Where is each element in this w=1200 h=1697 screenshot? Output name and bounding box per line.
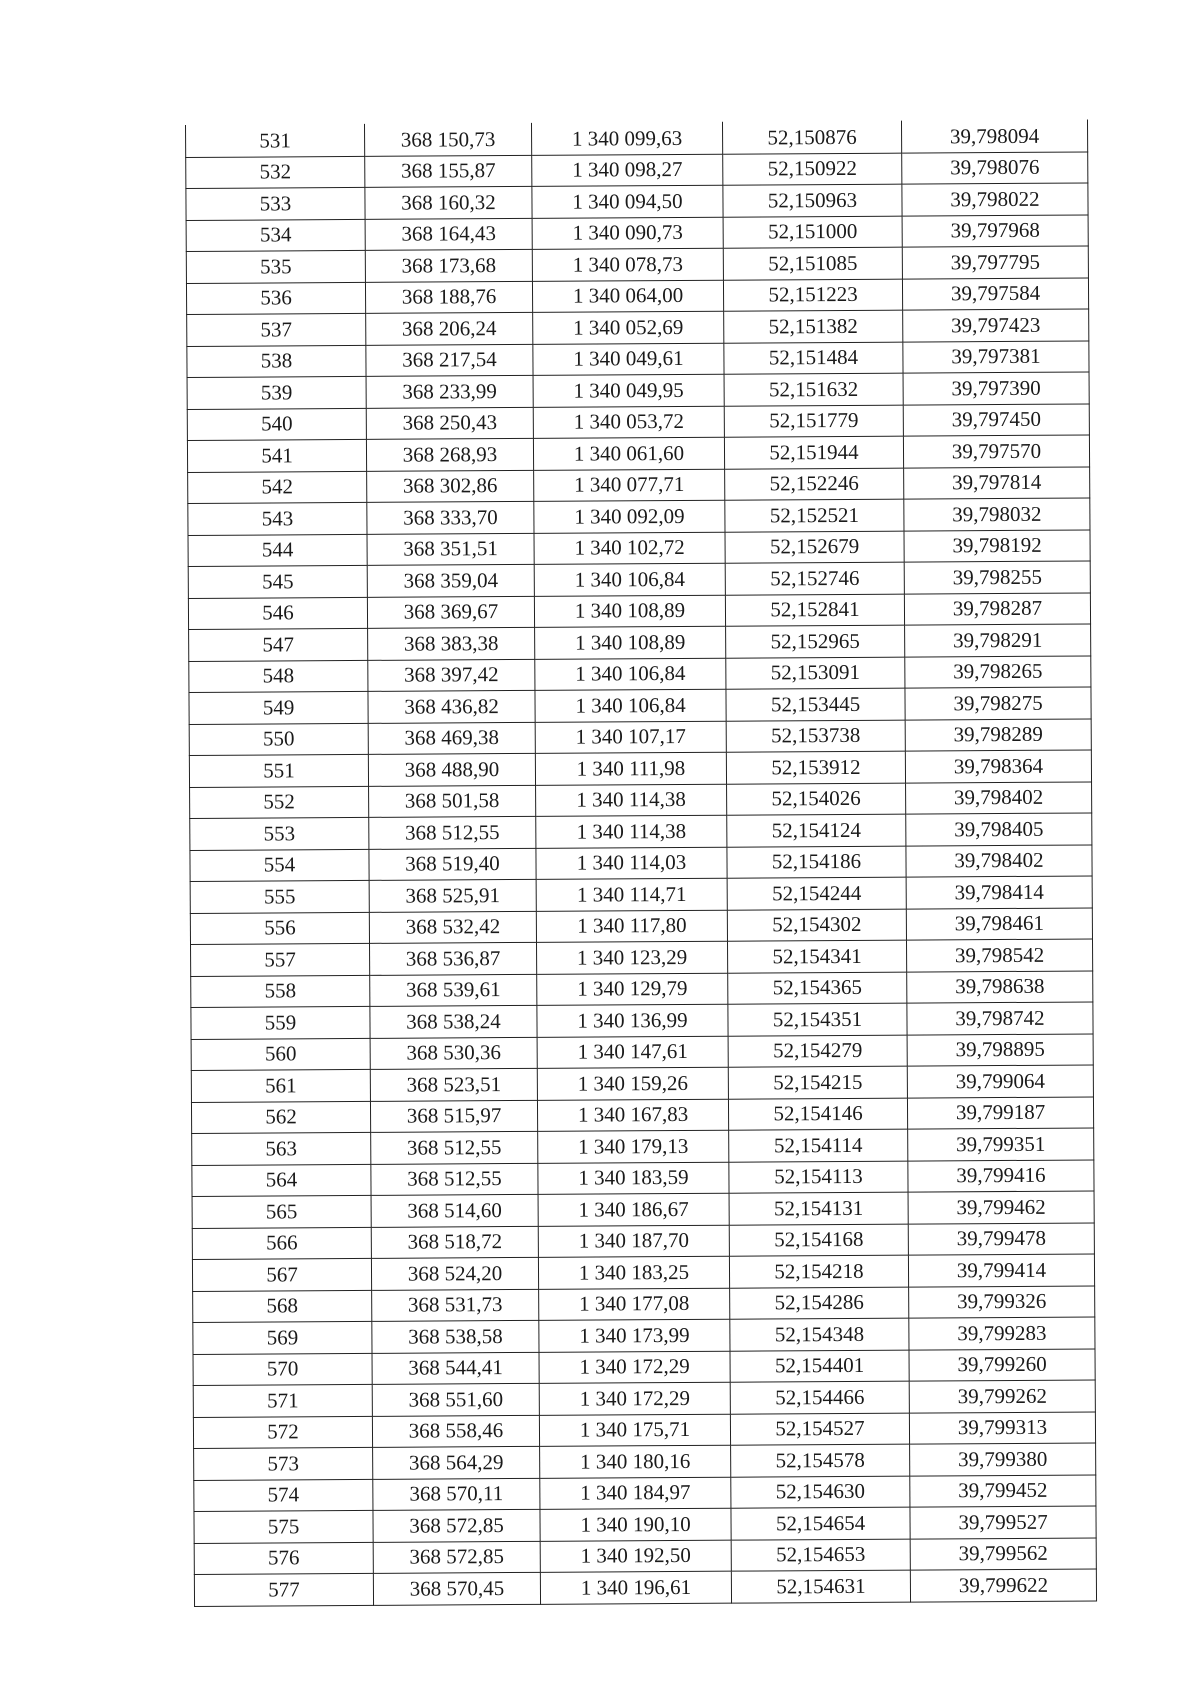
longitude-cell: 39,799416 bbox=[908, 1159, 1094, 1192]
longitude-cell: 39,798289 bbox=[905, 718, 1091, 751]
latitude-cell: 52,153091 bbox=[726, 657, 905, 690]
x-coordinate-cell: 368 164,43 bbox=[365, 218, 532, 251]
x-coordinate-cell: 368 383,38 bbox=[368, 627, 535, 660]
x-coordinate-cell: 368 488,90 bbox=[368, 753, 535, 786]
x-coordinate-cell: 368 397,42 bbox=[368, 659, 535, 692]
latitude-cell: 52,154215 bbox=[728, 1066, 907, 1099]
point-number-cell: 553 bbox=[190, 817, 369, 850]
point-number-cell: 552 bbox=[190, 786, 369, 819]
longitude-cell: 39,799260 bbox=[909, 1348, 1095, 1381]
point-number-cell: 554 bbox=[190, 849, 369, 882]
y-coordinate-cell: 1 340 114,03 bbox=[536, 847, 727, 880]
point-number-cell: 541 bbox=[187, 439, 366, 472]
longitude-cell: 39,799527 bbox=[910, 1506, 1096, 1539]
longitude-cell: 39,798895 bbox=[907, 1033, 1093, 1066]
x-coordinate-cell: 368 518,72 bbox=[371, 1226, 538, 1259]
y-coordinate-cell: 1 340 098,27 bbox=[532, 154, 723, 187]
y-coordinate-cell: 1 340 187,70 bbox=[538, 1225, 729, 1258]
y-coordinate-cell: 1 340 180,16 bbox=[540, 1445, 731, 1478]
latitude-cell: 52,154351 bbox=[728, 1003, 907, 1036]
point-number-cell: 532 bbox=[186, 156, 365, 189]
longitude-cell: 39,799313 bbox=[909, 1411, 1095, 1444]
latitude-cell: 52,154286 bbox=[730, 1287, 909, 1320]
x-coordinate-cell: 368 512,55 bbox=[371, 1163, 538, 1196]
longitude-cell: 39,798192 bbox=[904, 529, 1090, 562]
latitude-cell: 52,153445 bbox=[726, 688, 905, 721]
y-coordinate-cell: 1 340 192,50 bbox=[540, 1540, 731, 1573]
point-number-cell: 558 bbox=[191, 975, 370, 1008]
point-number-cell: 577 bbox=[194, 1573, 373, 1606]
x-coordinate-cell: 368 572,85 bbox=[373, 1509, 540, 1542]
longitude-cell: 39,798022 bbox=[902, 183, 1088, 216]
y-coordinate-cell: 1 340 159,26 bbox=[537, 1067, 728, 1100]
longitude-cell: 39,799187 bbox=[907, 1096, 1093, 1129]
point-number-cell: 555 bbox=[190, 880, 369, 913]
x-coordinate-cell: 368 524,20 bbox=[371, 1257, 538, 1290]
latitude-cell: 52,152965 bbox=[726, 625, 905, 658]
longitude-cell: 39,797390 bbox=[903, 372, 1089, 405]
x-coordinate-cell: 368 501,58 bbox=[369, 785, 536, 818]
y-coordinate-cell: 1 340 183,59 bbox=[538, 1162, 729, 1195]
point-number-cell: 568 bbox=[193, 1290, 372, 1323]
latitude-cell: 52,154131 bbox=[729, 1192, 908, 1225]
longitude-cell: 39,798287 bbox=[904, 592, 1090, 625]
latitude-cell: 52,154113 bbox=[729, 1161, 908, 1194]
longitude-cell: 39,797423 bbox=[903, 309, 1089, 342]
point-number-cell: 576 bbox=[194, 1542, 373, 1575]
x-coordinate-cell: 368 539,61 bbox=[370, 974, 537, 1007]
y-coordinate-cell: 1 340 049,95 bbox=[533, 374, 724, 407]
y-coordinate-cell: 1 340 184,97 bbox=[540, 1477, 731, 1510]
point-number-cell: 559 bbox=[191, 1006, 370, 1039]
y-coordinate-cell: 1 340 167,83 bbox=[537, 1099, 728, 1132]
longitude-cell: 39,798742 bbox=[907, 1002, 1093, 1035]
y-coordinate-cell: 1 340 172,29 bbox=[539, 1351, 730, 1384]
y-coordinate-cell: 1 340 099,63 bbox=[531, 122, 722, 155]
y-coordinate-cell: 1 340 107,17 bbox=[535, 721, 726, 754]
latitude-cell: 52,151632 bbox=[724, 373, 903, 406]
x-coordinate-cell: 368 514,60 bbox=[371, 1194, 538, 1227]
latitude-cell: 52,154348 bbox=[730, 1318, 909, 1351]
point-number-cell: 563 bbox=[192, 1132, 371, 1165]
latitude-cell: 52,150963 bbox=[723, 184, 902, 217]
latitude-cell: 52,154654 bbox=[731, 1507, 910, 1540]
longitude-cell: 39,799452 bbox=[910, 1474, 1096, 1507]
point-number-cell: 570 bbox=[193, 1353, 372, 1386]
point-number-cell: 556 bbox=[190, 912, 369, 945]
latitude-cell: 52,151085 bbox=[723, 247, 902, 280]
latitude-cell: 52,154578 bbox=[731, 1444, 910, 1477]
longitude-cell: 39,797795 bbox=[902, 246, 1088, 279]
point-number-cell: 544 bbox=[188, 534, 367, 567]
latitude-cell: 52,151779 bbox=[724, 405, 903, 438]
latitude-cell: 52,154365 bbox=[728, 972, 907, 1005]
point-number-cell: 533 bbox=[186, 187, 365, 220]
longitude-cell: 39,799326 bbox=[909, 1285, 1095, 1318]
y-coordinate-cell: 1 340 106,84 bbox=[535, 658, 726, 691]
x-coordinate-cell: 368 544,41 bbox=[372, 1352, 539, 1385]
point-number-cell: 549 bbox=[189, 691, 368, 724]
y-coordinate-cell: 1 340 190,10 bbox=[540, 1508, 731, 1541]
longitude-cell: 39,798265 bbox=[905, 655, 1091, 688]
y-coordinate-cell: 1 340 077,71 bbox=[534, 469, 725, 502]
longitude-cell: 39,798542 bbox=[906, 939, 1092, 972]
latitude-cell: 52,154630 bbox=[731, 1476, 910, 1509]
latitude-cell: 52,154168 bbox=[729, 1224, 908, 1257]
point-number-cell: 535 bbox=[186, 250, 365, 283]
latitude-cell: 52,154026 bbox=[727, 783, 906, 816]
latitude-cell: 52,154279 bbox=[728, 1035, 907, 1068]
x-coordinate-cell: 368 523,51 bbox=[370, 1068, 537, 1101]
latitude-cell: 52,154631 bbox=[731, 1570, 910, 1603]
x-coordinate-cell: 368 570,45 bbox=[373, 1572, 540, 1605]
y-coordinate-cell: 1 340 111,98 bbox=[535, 752, 726, 785]
point-number-cell: 547 bbox=[189, 628, 368, 661]
longitude-cell: 39,797968 bbox=[902, 214, 1088, 247]
y-coordinate-cell: 1 340 196,61 bbox=[540, 1571, 731, 1604]
x-coordinate-cell: 368 436,82 bbox=[368, 690, 535, 723]
x-coordinate-cell: 368 351,51 bbox=[367, 533, 534, 566]
latitude-cell: 52,151223 bbox=[723, 279, 902, 312]
point-number-cell: 551 bbox=[189, 754, 368, 787]
longitude-cell: 39,797381 bbox=[903, 340, 1089, 373]
longitude-cell: 39,799064 bbox=[907, 1065, 1093, 1098]
longitude-cell: 39,798291 bbox=[905, 624, 1091, 657]
coordinates-table-body bbox=[186, 120, 1097, 1606]
x-coordinate-cell: 368 369,67 bbox=[367, 596, 534, 629]
y-coordinate-cell: 1 340 102,72 bbox=[534, 532, 725, 565]
y-coordinate-cell: 1 340 186,67 bbox=[538, 1193, 729, 1226]
longitude-cell: 39,799622 bbox=[910, 1569, 1096, 1602]
x-coordinate-cell: 368 160,32 bbox=[365, 186, 532, 219]
longitude-cell: 39,797450 bbox=[903, 403, 1089, 436]
point-number-cell: 571 bbox=[193, 1384, 372, 1417]
point-number-cell: 539 bbox=[187, 376, 366, 409]
x-coordinate-cell: 368 512,55 bbox=[369, 816, 536, 849]
point-number-cell: 542 bbox=[188, 471, 367, 504]
point-number-cell: 565 bbox=[192, 1195, 371, 1228]
y-coordinate-cell: 1 340 179,13 bbox=[538, 1130, 729, 1163]
y-coordinate-cell: 1 340 175,71 bbox=[539, 1414, 730, 1447]
longitude-cell: 39,799562 bbox=[910, 1537, 1096, 1570]
longitude-cell: 39,799380 bbox=[910, 1443, 1096, 1476]
y-coordinate-cell: 1 340 106,84 bbox=[535, 689, 726, 722]
point-number-cell: 537 bbox=[187, 313, 366, 346]
latitude-cell: 52,152246 bbox=[725, 468, 904, 501]
latitude-cell: 52,151944 bbox=[724, 436, 903, 469]
x-coordinate-cell: 368 536,87 bbox=[370, 942, 537, 975]
coordinates-table bbox=[185, 119, 1097, 1606]
x-coordinate-cell: 368 359,04 bbox=[367, 564, 534, 597]
x-coordinate-cell: 368 530,36 bbox=[370, 1037, 537, 1070]
table-row bbox=[194, 1569, 1096, 1606]
longitude-cell: 39,798402 bbox=[906, 781, 1092, 814]
y-coordinate-cell: 1 340 129,79 bbox=[537, 973, 728, 1006]
point-number-cell: 575 bbox=[194, 1510, 373, 1543]
y-coordinate-cell: 1 340 136,99 bbox=[537, 1004, 728, 1037]
x-coordinate-cell: 368 206,24 bbox=[366, 312, 533, 345]
x-coordinate-cell: 368 572,85 bbox=[373, 1541, 540, 1574]
longitude-cell: 39,799462 bbox=[908, 1191, 1094, 1224]
y-coordinate-cell: 1 340 090,73 bbox=[532, 217, 723, 250]
latitude-cell: 52,152679 bbox=[725, 531, 904, 564]
latitude-cell: 52,154341 bbox=[727, 940, 906, 973]
point-number-cell: 546 bbox=[188, 597, 367, 630]
y-coordinate-cell: 1 340 117,80 bbox=[536, 910, 727, 943]
latitude-cell: 52,154302 bbox=[727, 909, 906, 942]
point-number-cell: 573 bbox=[194, 1447, 373, 1480]
x-coordinate-cell: 368 531,73 bbox=[372, 1289, 539, 1322]
y-coordinate-cell: 1 340 177,08 bbox=[539, 1288, 730, 1321]
longitude-cell: 39,799414 bbox=[908, 1254, 1094, 1287]
longitude-cell: 39,797584 bbox=[902, 277, 1088, 310]
latitude-cell: 52,152521 bbox=[725, 499, 904, 532]
y-coordinate-cell: 1 340 114,38 bbox=[536, 815, 727, 848]
y-coordinate-cell: 1 340 172,29 bbox=[539, 1382, 730, 1415]
point-number-cell: 567 bbox=[192, 1258, 371, 1291]
longitude-cell: 39,798032 bbox=[904, 498, 1090, 531]
y-coordinate-cell: 1 340 183,25 bbox=[538, 1256, 729, 1289]
point-number-cell: 566 bbox=[192, 1227, 371, 1260]
y-coordinate-cell: 1 340 094,50 bbox=[532, 185, 723, 218]
y-coordinate-cell: 1 340 064,00 bbox=[532, 280, 723, 313]
point-number-cell: 557 bbox=[191, 943, 370, 976]
x-coordinate-cell: 368 233,99 bbox=[366, 375, 533, 408]
point-number-cell: 574 bbox=[194, 1479, 373, 1512]
y-coordinate-cell: 1 340 173,99 bbox=[539, 1319, 730, 1352]
x-coordinate-cell: 368 250,43 bbox=[366, 407, 533, 440]
point-number-cell: 531 bbox=[186, 124, 365, 157]
latitude-cell: 52,154527 bbox=[730, 1413, 909, 1446]
point-number-cell: 545 bbox=[188, 565, 367, 598]
x-coordinate-cell: 368 564,29 bbox=[373, 1446, 540, 1479]
x-coordinate-cell: 368 333,70 bbox=[367, 501, 534, 534]
y-coordinate-cell: 1 340 092,09 bbox=[534, 500, 725, 533]
latitude-cell: 52,151484 bbox=[724, 342, 903, 375]
longitude-cell: 39,799478 bbox=[908, 1222, 1094, 1255]
longitude-cell: 39,798076 bbox=[902, 151, 1088, 184]
y-coordinate-cell: 1 340 123,29 bbox=[536, 941, 727, 974]
latitude-cell: 52,154244 bbox=[727, 877, 906, 910]
point-number-cell: 569 bbox=[193, 1321, 372, 1354]
y-coordinate-cell: 1 340 061,60 bbox=[533, 437, 724, 470]
x-coordinate-cell: 368 512,55 bbox=[371, 1131, 538, 1164]
y-coordinate-cell: 1 340 078,73 bbox=[532, 248, 723, 281]
x-coordinate-cell: 368 302,86 bbox=[367, 470, 534, 503]
x-coordinate-cell: 368 570,11 bbox=[373, 1478, 540, 1511]
y-coordinate-cell: 1 340 114,38 bbox=[536, 784, 727, 817]
latitude-cell: 52,154114 bbox=[729, 1129, 908, 1162]
latitude-cell: 52,150922 bbox=[723, 153, 902, 186]
x-coordinate-cell: 368 515,97 bbox=[370, 1100, 537, 1133]
y-coordinate-cell: 1 340 114,71 bbox=[536, 878, 727, 911]
latitude-cell: 52,154186 bbox=[727, 846, 906, 879]
latitude-cell: 52,151382 bbox=[724, 310, 903, 343]
longitude-cell: 39,797570 bbox=[903, 435, 1089, 468]
latitude-cell: 52,154146 bbox=[728, 1098, 907, 1131]
latitude-cell: 52,152841 bbox=[725, 594, 904, 627]
point-number-cell: 550 bbox=[189, 723, 368, 756]
latitude-cell: 52,154653 bbox=[731, 1539, 910, 1572]
x-coordinate-cell: 368 217,54 bbox=[366, 344, 533, 377]
x-coordinate-cell: 368 188,76 bbox=[365, 281, 532, 314]
y-coordinate-cell: 1 340 106,84 bbox=[534, 563, 725, 596]
latitude-cell: 52,153912 bbox=[726, 751, 905, 784]
point-number-cell: 561 bbox=[191, 1069, 370, 1102]
longitude-cell: 39,798405 bbox=[906, 813, 1092, 846]
latitude-cell: 52,154218 bbox=[729, 1255, 908, 1288]
longitude-cell: 39,799283 bbox=[909, 1317, 1095, 1350]
point-number-cell: 562 bbox=[191, 1101, 370, 1134]
point-number-cell: 572 bbox=[193, 1416, 372, 1449]
latitude-cell: 52,151000 bbox=[723, 216, 902, 249]
x-coordinate-cell: 368 155,87 bbox=[365, 155, 532, 188]
longitude-cell: 39,799351 bbox=[908, 1128, 1094, 1161]
point-number-cell: 564 bbox=[192, 1164, 371, 1197]
longitude-cell: 39,798402 bbox=[906, 844, 1092, 877]
latitude-cell: 52,154466 bbox=[730, 1381, 909, 1414]
point-number-cell: 534 bbox=[186, 219, 365, 252]
x-coordinate-cell: 368 558,46 bbox=[372, 1415, 539, 1448]
y-coordinate-cell: 1 340 053,72 bbox=[533, 406, 724, 439]
longitude-cell: 39,798094 bbox=[901, 120, 1087, 153]
x-coordinate-cell: 368 538,58 bbox=[372, 1320, 539, 1353]
x-coordinate-cell: 368 173,68 bbox=[365, 249, 532, 282]
point-number-cell: 540 bbox=[187, 408, 366, 441]
longitude-cell: 39,799262 bbox=[909, 1380, 1095, 1413]
longitude-cell: 39,798275 bbox=[905, 687, 1091, 720]
x-coordinate-cell: 368 150,73 bbox=[364, 123, 531, 156]
point-number-cell: 560 bbox=[191, 1038, 370, 1071]
latitude-cell: 52,150876 bbox=[722, 121, 901, 154]
longitude-cell: 39,798461 bbox=[906, 907, 1092, 940]
longitude-cell: 39,798638 bbox=[907, 970, 1093, 1003]
latitude-cell: 52,153738 bbox=[726, 720, 905, 753]
latitude-cell: 52,152746 bbox=[725, 562, 904, 595]
x-coordinate-cell: 368 551,60 bbox=[372, 1383, 539, 1416]
latitude-cell: 52,154124 bbox=[727, 814, 906, 847]
x-coordinate-cell: 368 538,24 bbox=[370, 1005, 537, 1038]
x-coordinate-cell: 368 268,93 bbox=[366, 438, 533, 471]
longitude-cell: 39,797814 bbox=[904, 466, 1090, 499]
y-coordinate-cell: 1 340 049,61 bbox=[533, 343, 724, 376]
point-number-cell: 538 bbox=[187, 345, 366, 378]
y-coordinate-cell: 1 340 108,89 bbox=[534, 595, 725, 628]
x-coordinate-cell: 368 525,91 bbox=[369, 879, 536, 912]
x-coordinate-cell: 368 519,40 bbox=[369, 848, 536, 881]
y-coordinate-cell: 1 340 052,69 bbox=[533, 311, 724, 344]
y-coordinate-cell: 1 340 147,61 bbox=[537, 1036, 728, 1069]
point-number-cell: 548 bbox=[189, 660, 368, 693]
x-coordinate-cell: 368 532,42 bbox=[369, 911, 536, 944]
point-number-cell: 536 bbox=[186, 282, 365, 315]
longitude-cell: 39,798364 bbox=[905, 750, 1091, 783]
longitude-cell: 39,798255 bbox=[904, 561, 1090, 594]
y-coordinate-cell: 1 340 108,89 bbox=[535, 626, 726, 659]
longitude-cell: 39,798414 bbox=[906, 876, 1092, 909]
point-number-cell: 543 bbox=[188, 502, 367, 535]
latitude-cell: 52,154401 bbox=[730, 1350, 909, 1383]
x-coordinate-cell: 368 469,38 bbox=[368, 722, 535, 755]
